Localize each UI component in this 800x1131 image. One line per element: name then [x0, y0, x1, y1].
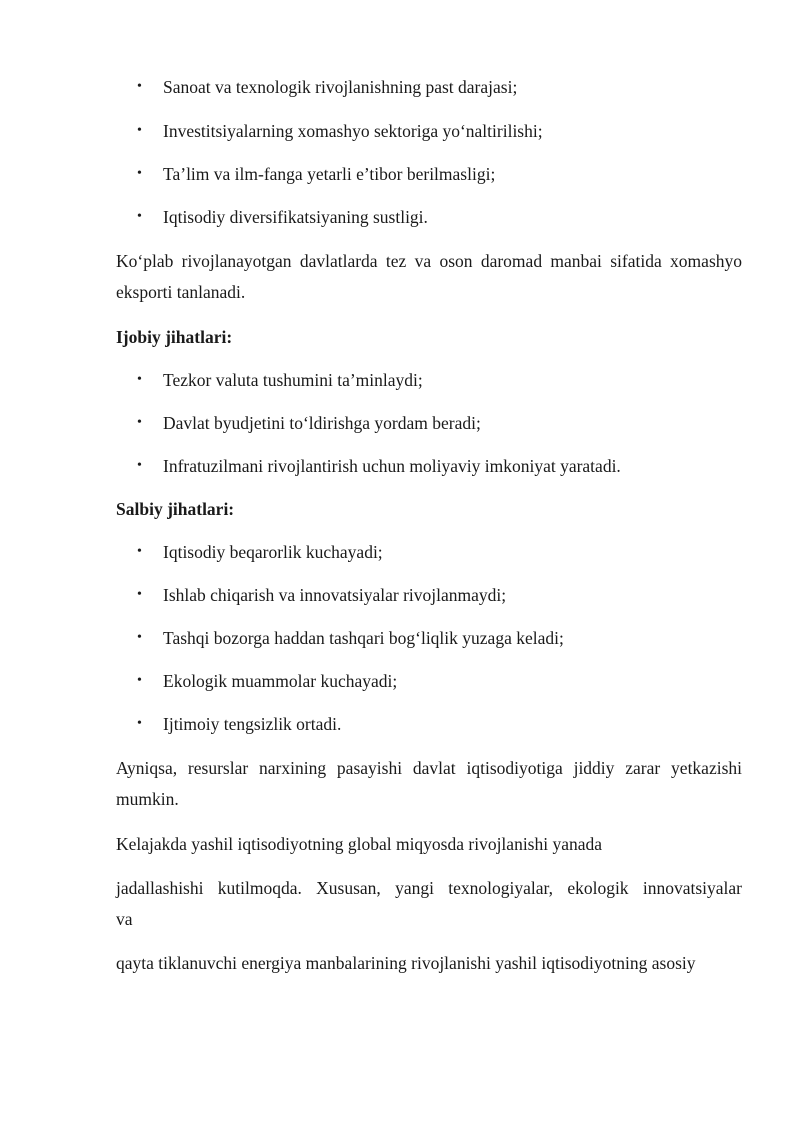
- paragraph-prices: Ayniqsa, resurslar narxining pasayishi davlat iqtisodiyotiga jiddiy zarar yetkazishi mumkin.: [116, 758, 742, 809]
- bullet-icon: •: [137, 415, 142, 430]
- bullet-icon: •: [137, 587, 142, 602]
- list-item-text: Infratuzilmani rivojlantirish uchun moliyaviy imkoniyat yaratadi.: [163, 456, 621, 476]
- list-item-text: Iqtisodiy diversifikatsiyaning sustligi.: [163, 207, 428, 227]
- paragraph-export: Ko‘plab rivojlanayotgan davlatlarda tez va oson daromad manbai sifatida xomashyo eksporti tanlanadi.: [116, 251, 742, 302]
- bullet-icon: •: [137, 166, 142, 181]
- list-item-text: Iqtisodiy beqarorlik kuchayadi;: [163, 542, 383, 562]
- bullet-icon: •: [137, 716, 142, 731]
- heading-positive: Ijobiy jihatlari:: [116, 327, 233, 347]
- list-item-text: Ishlab chiqarish va innovatsiyalar rivojlanmaydi;: [163, 585, 507, 605]
- list-item-text: Ekologik muammolar kuchayadi;: [163, 671, 398, 691]
- list-item-text: Ta’lim va ilm-fanga yetarli e’tibor berilmasligi;: [163, 164, 496, 184]
- bullet-icon: •: [137, 458, 142, 473]
- bullet-icon: •: [137, 79, 142, 94]
- bullet-icon: •: [137, 673, 142, 688]
- list-item-text: Ijtimoiy tengsizlik ortadi.: [163, 714, 342, 734]
- list-item-text: Davlat byudjetini to‘ldirishga yordam beradi;: [163, 413, 481, 433]
- paragraph-future-line-2: jadallashishi kutilmoqda. Xususan, yangi texnologiyalar, ekologik innovatsiyalar: [116, 878, 742, 898]
- paragraph-future-line-4: qayta tiklanuvchi energiya manbalarining rivojlanishi yashil iqtisodiyotning asosiy: [116, 953, 696, 973]
- list-item-text: Tashqi bozorga haddan tashqari bog‘liqlik yuzaga keladi;: [163, 628, 564, 648]
- paragraph-future-line-3: va: [116, 909, 133, 929]
- bullet-icon: •: [137, 544, 142, 559]
- heading-negative: Salbiy jihatlari:: [116, 499, 235, 519]
- bullet-icon: •: [137, 123, 142, 138]
- list-item-text: Investitsiyalarning xomashyo sektoriga yo‘naltirilishi;: [163, 121, 543, 141]
- bullet-icon: •: [137, 209, 142, 224]
- list-item-text: Sanoat va texnologik rivojlanishning past darajasi;: [163, 77, 518, 97]
- bullet-icon: •: [137, 630, 142, 645]
- bullet-icon: •: [137, 372, 142, 387]
- paragraph-future-line-1: Kelajakda yashil iqtisodiyotning global miqyosda rivojlanishi yanada: [116, 834, 603, 854]
- list-item-text: Tezkor valuta tushumini ta’minlaydi;: [163, 370, 423, 390]
